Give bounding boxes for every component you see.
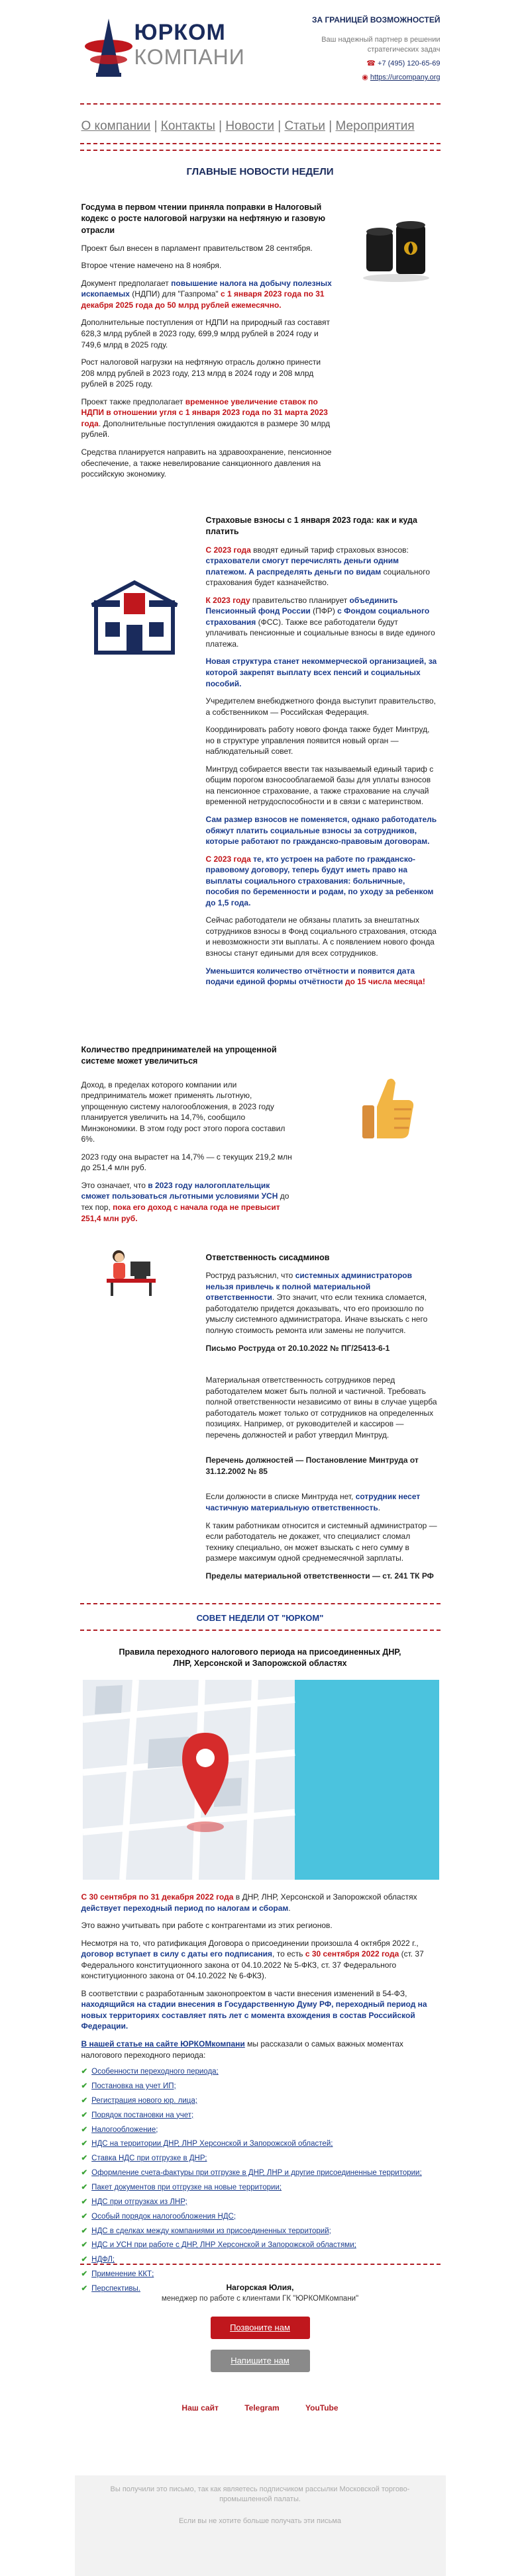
footer-note: Вы получили это письмо, так как являетесь подписчиком рассылки Московской торгово-промышленной палаты. [110,2485,410,2504]
article-title: Госдума в первом чтении приняла поправки в Налоговый кодекс о росте налоговой нагрузки на нефтяную и газовую отрасли [81,203,325,235]
paragraph: Это важно учитывать при работе с контрагентами из этих регионов. [81,1921,333,1931]
paragraph: Документ предполагает повышение налога на добычу полезных ископаемых (НДПИ) для "Газпрома" с 1 января 2023 года по 31 декабря 2025 года до 50 млрд рублей ежемесячно. [81,278,332,310]
list-item [81,2197,439,2208]
advice-body [81,1892,439,2299]
divider [80,2264,441,2265]
paragraph: Средства планируется направить на здравоохранение, пенсионное обеспечение, а также невелирование санкционного давления на российскую экономику. [81,447,332,479]
topic-link[interactable]: Особенности переходного периода; [91,2068,219,2076]
map-pin-illustration [83,1680,439,1880]
article-insurance [206,515,438,994]
newsletter [75,0,446,2576]
paragraph: Второе чтение намечено на 8 ноября. [81,261,222,271]
paragraph: С 2023 года те, кто устроен на работе по гражданско-правовому договору, теперь будут иметь право на выплаты социального страхования: больничные, пособия по беременности и родам, по уходу за ребенком до 1,5 года. [205,854,434,907]
paragraph: Роструд разъяснил, что системных администраторов нельзя привлечь к полной материальной ответственности. Это значит, что если техника сломается, работодателю придется доказывать, что его произошло по умыслу системного администратора. Иначе взыскать с него полную стоимость ремонта или замены не получится. [205,1271,428,1335]
paragraph: Минтруд собирается ввести так называемый единый тариф с общим порогом взносооблагаемой базы для уплаты взносов на пенсионное страхование, а также страхование на случай временной нетрудоспособности и в связи с материнством. [205,764,434,807]
paragraph: Сейчас работодатели не обязаны платить за внештатных сотрудников взносы в Фонд социального страхования, отсюда и невозможности эти выплаты. А с появлением нового фонда взносы станут едиными для всех сотрудников. [205,915,437,958]
paragraph: Это означает, что в 2023 году налогоплательщик сможет пользоваться льготными условиями УСН до тех пор, пока его доход с начала года не превысит 251,4 млн руб. [81,1180,289,1223]
cta-write-wrap [75,2350,446,2372]
nav-articles[interactable]: Статьи [284,119,326,133]
article-ndpi [81,202,333,486]
check-icon: ✔ [81,2125,88,2134]
phone-icon: ☎ [366,59,376,68]
paragraph: С 2023 года вводят единый тариф страховых взносов: страхователи смогут перечислять деньги одним платежом. А распределять деньги по видам социального страхования будет казначейство. [205,545,430,588]
topic-link[interactable]: Регистрация нового юр. лица; [91,2096,197,2105]
check-icon: ✔ [81,2140,88,2148]
nav-separator: | [154,119,158,133]
site-footer-link[interactable]: Наш сайт [182,2403,219,2413]
site-link[interactable]: https://urcompany.org [370,73,441,82]
check-icon: ✔ [81,2183,88,2191]
phone-number: +7 (495) 120-65-69 [378,59,441,68]
topic-link[interactable]: Постановка на учет ИП; [91,2082,176,2090]
divider [80,103,441,105]
paragraph: Перечень должностей — Постановление Минтруда от 31.12.2002 № 85 [205,1455,419,1476]
check-icon: ✔ [81,2212,88,2221]
advice-section-title: СОВЕТ НЕДЕЛИ ОТ "ЮРКОМ" [196,1613,324,1623]
paragraph: Новая структура станет некоммерческой организацией, за которой закрепят выплату всех пенсий и социальных пособий. [205,657,437,688]
divider [80,150,441,151]
paragraph: Проект был внесен в парламент правительством 28 сентября. [81,243,313,253]
check-icon: ✔ [81,2154,88,2163]
nav-about[interactable]: О компании [81,119,151,133]
check-icon: ✔ [81,2256,88,2264]
list-item [81,2067,439,2078]
paragraph: Несмотря на то, что ратификация Договора о присоединении произошла 4 октября 2022 г., договор вступает в силу с даты его подписания, то есть с 30 сентября 2022 года (ст. 37 Федерального конституционного закона от 04.10.2022 № 5-ФКЗ, ст. 37 Федерального конституционного закона от 04.10.2022 № 6-ФКЗ). [81,1938,424,1981]
news-section-title: ГЛАВНЫЕ НОВОСТИ НЕДЕЛИ [186,166,334,177]
nav-events[interactable]: Мероприятия [335,119,415,133]
article-usn [81,1044,300,1230]
paragraph: Дополнительные поступления от НДПИ на природный газ составят 628,3 млрд рублей в 2023 году, 699,9 млрд рублей в 2024 году и 749,6 млрд в 2025 году. [81,318,331,349]
check-icon: ✔ [81,2241,88,2250]
list-item [81,2183,439,2193]
topic-link[interactable]: Пакет документов при отгрузке на новые территории; [91,2183,282,2191]
list-item [81,2154,439,2164]
list-item [81,2082,439,2092]
topic-link[interactable]: НДС и УСН при работе с ДНР, ЛНР Херсонской и Запорожской областями; [91,2241,356,2250]
nav-contacts[interactable]: Контакты [160,119,215,133]
topic-link[interactable]: НДС на территории ДНР, ЛНР Херсонской и Запорожской областей; [91,2140,333,2148]
logo-text-top: ЮРКОМ [134,20,226,45]
list-item [81,2125,439,2136]
paragraph: К 2023 году правительство планирует объединить Пенсионный фонд России (ПФР) с Фондом социального страхования (ФСС). Также все работодатели будут уплачивать пенсионные и социальные взносы в виде единого платежа. [205,595,435,649]
unsubscribe-note[interactable]: Если вы не хотите больше получать эти письма [178,2517,342,2526]
paragraph: Рост налоговой нагрузки на нефтяную отрасль должно принести 208 млрд рублей в 2023 году, 213 млрд в 2024 году и 208 млрд рублей в 2025 году. [81,357,321,389]
main-nav [81,118,415,135]
topic-link[interactable]: Порядок постановки на учет; [91,2111,194,2119]
topic-link[interactable]: НДС в сделках между компаниями из присоединенных территорий; [91,2227,331,2235]
paragraph: В соответствии с разработанным законопроектом в части внесения изменений в 54-ФЗ, находящийся на стадии внесения в Государственную Думу РФ, переходный период на новых территориях составляет пять лет с момента вхождения в состав Российской Федерации. [81,1988,427,2031]
signature-role: менеджер по работе с клиентами ГК "ЮРКОМКомпани" [161,2295,359,2303]
call-us-button[interactable]: Позвоните нам [211,2317,310,2339]
paragraph: 2023 году она вырастет на 14,7% — с текущих 219,2 млн до 251,4 млн руб. [81,1152,292,1173]
cta-call-wrap [75,2317,446,2339]
nav-separator: | [278,119,282,133]
paragraph: С 30 сентября по 31 декабря 2022 года в ДНР, ЛНР, Херсонской и Запорожской областях действует переходный период по налогам и сборам. [81,1892,417,1913]
oil-barrels-illustration [360,212,433,288]
paragraph: Сам размер взносов не поменяется, однако работодатель обяжут платить социальные взносы за сотрудников, которые работают по гражданско-правовым договорам. [205,814,437,847]
list-item [81,2227,439,2237]
nav-separator: | [329,119,333,133]
tagline-title: ЗА ГРАНИЦЕЙ ВОЗМОЖНОСТЕЙ [311,15,441,24]
list-item [81,2270,439,2280]
write-us-button[interactable]: Напишите нам [211,2350,310,2372]
check-icon: ✔ [81,2096,88,2105]
nav-separator: | [219,119,223,133]
footer [75,2475,446,2576]
nav-news[interactable]: Новости [225,119,274,133]
youtube-link[interactable]: YouTube [305,2403,338,2413]
paragraph: Учредителем внебюджетного фонда выступит правительство, а собственником — Российская Федерация. [205,696,436,717]
company-logo[interactable] [84,13,250,79]
hospital-icon [88,576,181,659]
divider [80,1630,441,1631]
topic-link[interactable]: Налогообложение; [91,2125,158,2134]
divider [80,1603,441,1604]
paragraph: Доход, в пределах которого компании или предприниматель может применять льготную, упрощенную систему налогообложения, в 2023 году планируется увеличить на 14,7%, сообщило Минэкономики. В этом году рост этого порога составил 6%. [81,1080,286,1144]
header-info [282,15,441,83]
list-item [81,2168,439,2179]
list-item [81,2139,439,2150]
signature-name: Нагорская Юлия, [226,2283,294,2292]
topic-link[interactable]: Перспективы. [91,2285,140,2293]
logo-text-bottom: КОМПАНИ [134,45,245,69]
article-title: Страховые взносы с 1 января 2023 года: как и куда платить [205,516,417,537]
advice-topic-list [81,2067,439,2295]
check-icon: ✔ [81,2169,88,2178]
sysadmin-illustration [101,1238,161,1301]
list-item [81,2212,439,2223]
paragraph: Если должности в списке Минтруда нет, сотрудник несет частичную материальную ответственность. [205,1492,421,1512]
topic-link[interactable]: НДФЛ; [91,2256,115,2264]
topic-link[interactable]: Ставка НДС при отгрузке в ДНР; [91,2154,207,2163]
paragraph: Письмо Роструда от 20.10.2022 № ПГ/25413-6-1 [205,1343,390,1353]
check-icon: ✔ [81,2068,88,2076]
site-row [282,73,441,83]
phone-row[interactable] [282,59,441,69]
list-item [81,2096,439,2107]
divider [80,143,441,144]
topic-link[interactable]: Оформление счета-фактуры при отгрузке в ДНР, ЛНР и другие присоединенные территории; [91,2169,422,2178]
check-icon: ✔ [81,2111,88,2119]
footer-links [75,2403,446,2414]
check-icon: ✔ [81,2285,88,2293]
paragraph: Уменьшится количество отчётности и появится дата подачи единой формы отчётности до 15 числа месяца! [205,966,425,987]
topic-link[interactable]: Особый порядок налогообложения НДС; [91,2212,236,2221]
paragraph: Материальная ответственность сотрудников перед работодателем может быть полной и частичной. Требовать полной ответственности независимо от вины в случае ущерба работодатель может только от сотрудников на определенных позициях. Например, от руководителей и кассиров — перечень должностей и работ утвердил Минтруд. [205,1375,437,1440]
check-icon: ✔ [81,2270,88,2279]
check-icon: ✔ [81,2227,88,2235]
article-sysadmin [206,1252,438,1588]
check-icon: ✔ [81,2082,88,2090]
thumbs-up-icon [353,1072,419,1148]
paragraph: Пределы материальной ответственности — ст. 241 ТК РФ [205,1571,434,1581]
paragraph: Проект также предполагает временное увеличение ставок по НДПИ в отношении угля с 1 января 2023 года по 31 марта 2023 года. Дополнительные поступления ожидаются в размере 30 млрд рублей. [81,396,331,439]
list-item [81,2240,439,2251]
paragraph: Координировать работу нового фонда также будет Минтруд, но в структуре управления появится новый орган — наблюдательный совет. [205,725,430,757]
globe-icon: ◉ [362,73,368,82]
check-icon: ✔ [81,2197,88,2206]
topic-link[interactable]: НДС при отгрузках из ЛНР; [91,2197,187,2206]
article-title: Ответственность сисадминов [205,1253,330,1262]
telegram-link[interactable]: Telegram [244,2403,280,2413]
article-link[interactable]: В нашей статье на сайте ЮРКОМкомпани [81,2039,245,2049]
logo-emblem-icon [84,13,133,79]
article-title: Количество предпринимателей на упрощенной системе может увеличиться [81,1045,277,1066]
topic-link[interactable]: Применение ККТ; [91,2270,154,2279]
paragraph: К таким работникам относится и системный администратор — если работодатель не докажет, что специалист сломал технику специально, он может взыскать с него сумму в размере максимум одной среднемесячной зарплаты. [205,1520,437,1563]
tagline: Ваш надежный партнер в решении стратегических задач [321,35,441,54]
paragraph: В нашей статье на сайте ЮРКОМкомпани мы рассказали о самых важных моментах налогового переходного периода: [81,2039,403,2060]
advice-subtitle: Правила переходного налогового периода на присоединенных ДНР, ЛНР, Херсонской и Запорожской областях [119,1647,401,1669]
list-item [81,2111,439,2121]
